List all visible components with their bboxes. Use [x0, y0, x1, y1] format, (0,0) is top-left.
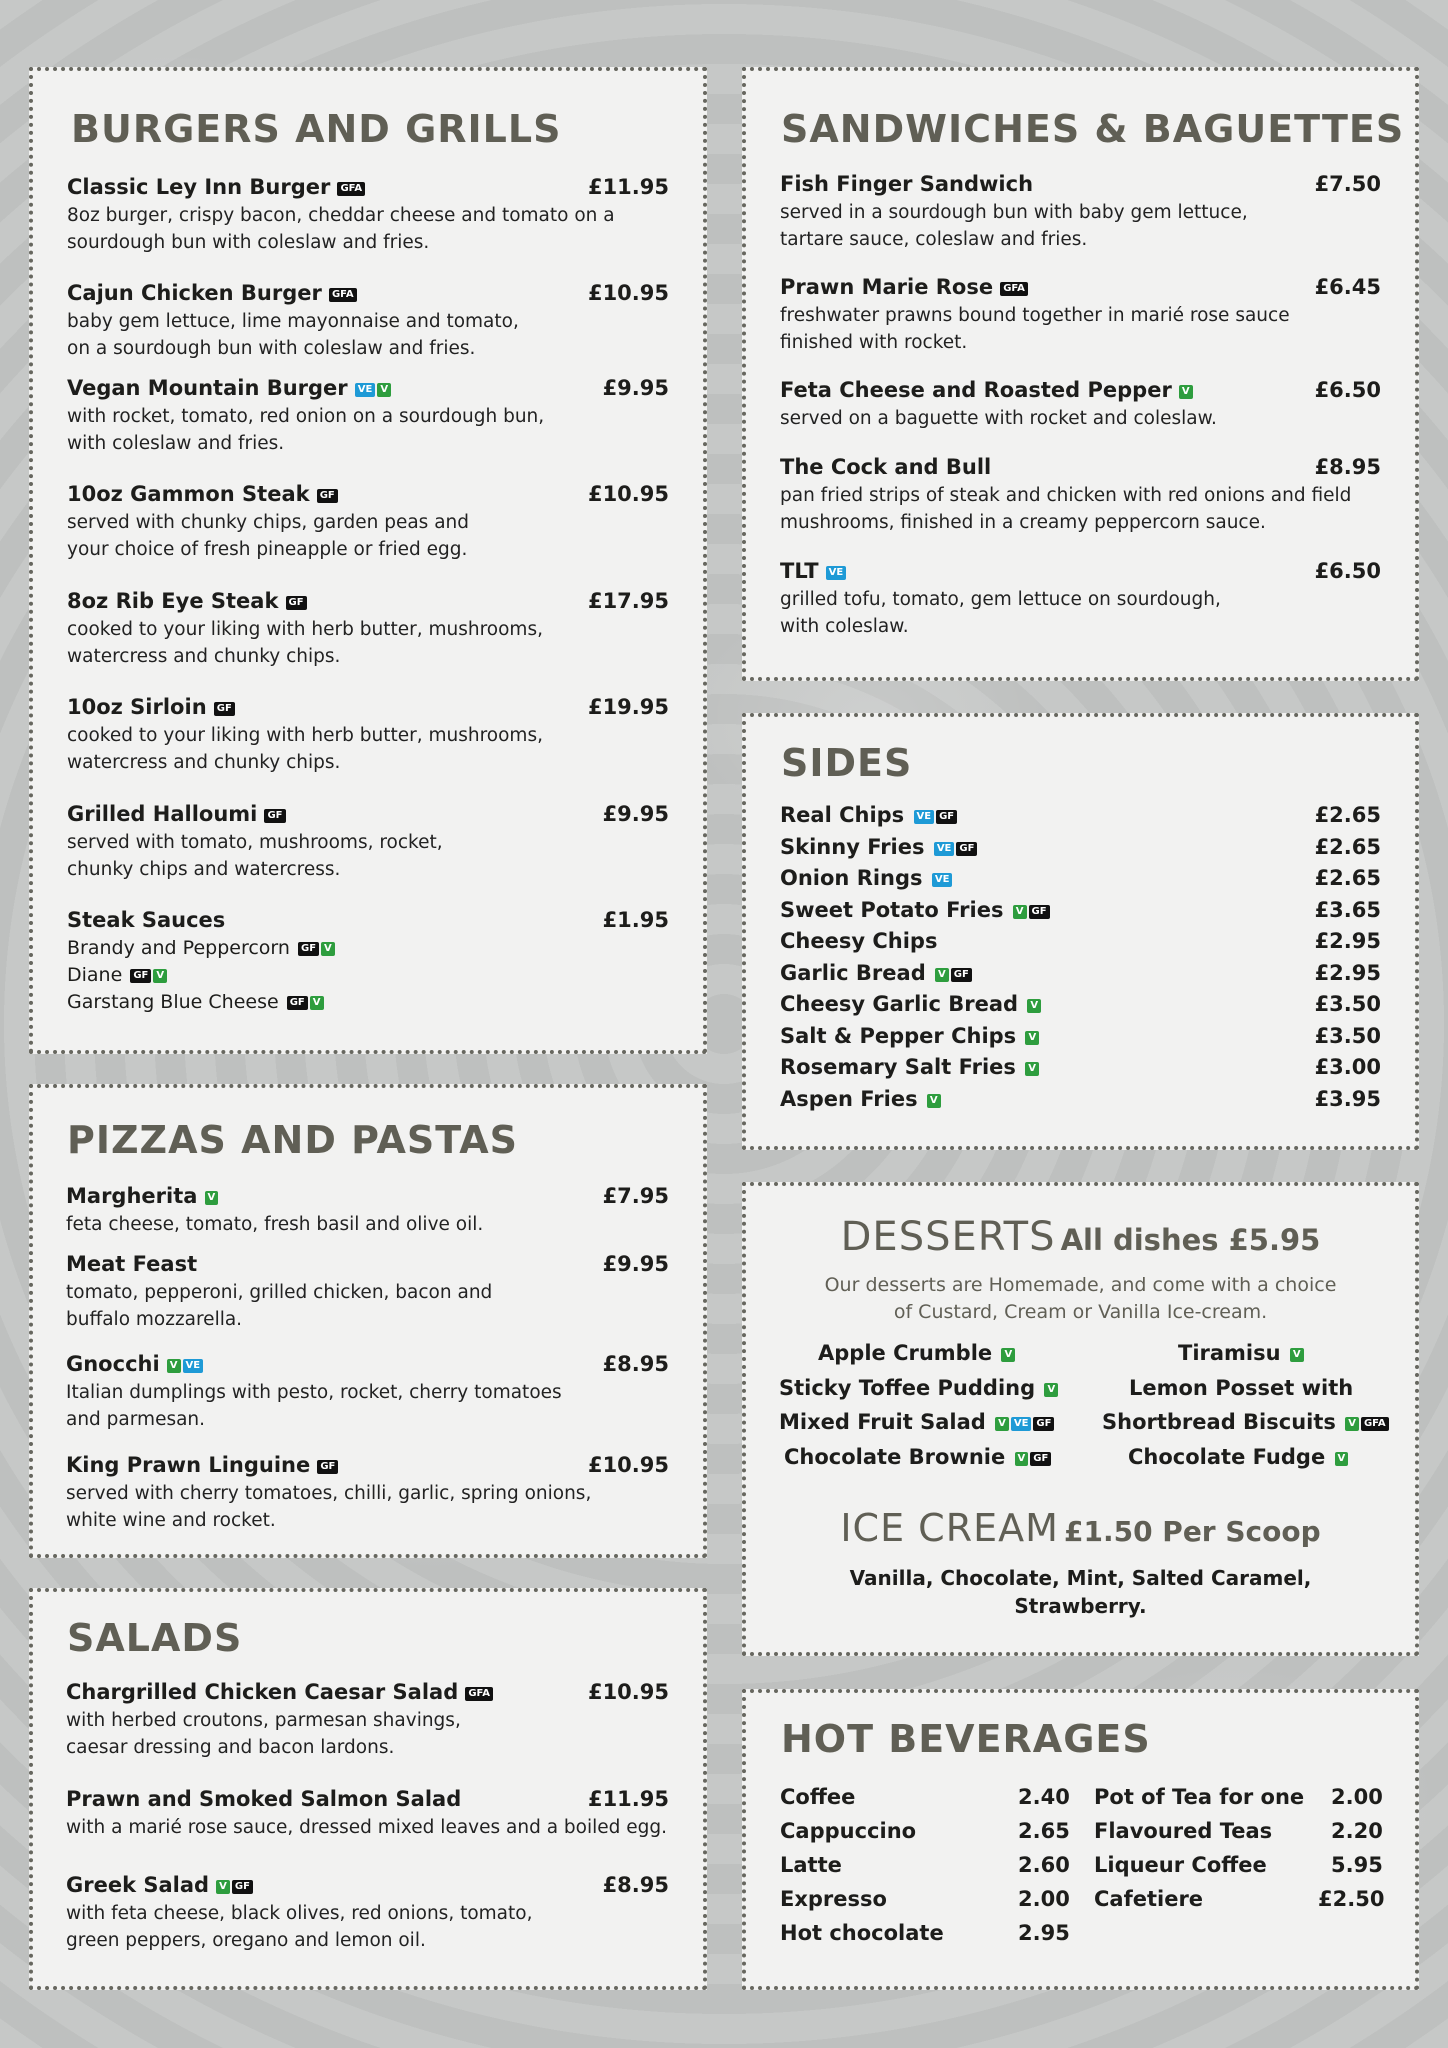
item-desc: with rocket, tomato, red onion on a sourdough bun,	[67, 406, 545, 427]
gf-badge-icon: GF	[317, 489, 338, 503]
gfa-badge-icon: GFA	[329, 288, 357, 302]
menu-item	[67, 695, 669, 776]
panel-salads	[29, 1588, 707, 1990]
item-name: 8oz Rib Eye Steak	[67, 589, 279, 613]
item-desc: grilled tofu, tomato, gem lettuce on sourdough,	[780, 589, 1221, 610]
side-item: Real Chips VE GF £2.65	[780, 803, 1381, 827]
item-price: £2.65	[1314, 834, 1381, 859]
menu-item	[67, 802, 669, 883]
beverage-item: Pot of Tea for one	[1094, 1785, 1305, 1809]
beverage-price: 2.95	[1018, 1921, 1070, 1945]
beverage-price: 2.00	[1018, 1887, 1070, 1911]
beverage-item: Hot chocolate	[780, 1921, 944, 1945]
menu-item	[780, 275, 1381, 356]
item-name: Classic Ley Inn Burger	[67, 175, 331, 199]
item-desc: caesar dressing and bacon lardons.	[66, 1737, 395, 1758]
item-desc: feta cheese, tomato, fresh basil and olive oil.	[66, 1214, 484, 1235]
item-price: £10.95	[587, 281, 669, 305]
beverage-item: Coffee	[780, 1785, 856, 1809]
dessert-item: Mixed Fruit Salad V VE GF	[779, 1410, 1054, 1434]
item-desc: served in a sourdough bun with baby gem lettuce,	[780, 202, 1248, 223]
item-price: £3.95	[1314, 1086, 1381, 1111]
item-name: Grilled Halloumi	[67, 802, 258, 826]
beverage-item: Flavoured Teas	[1094, 1819, 1273, 1843]
item-price: £9.95	[602, 802, 669, 826]
vegan-badge-icon: VE	[934, 842, 955, 856]
item-price: £6.50	[1314, 378, 1381, 402]
panel-sandwiches-and-baguettes	[742, 67, 1419, 681]
item-name: Gnocchi	[66, 1352, 160, 1376]
beverage-price: 2.40	[1018, 1785, 1070, 1809]
dessert-item: Shortbread Biscuits V GFA	[1102, 1410, 1389, 1434]
item-desc: with a marié rose sauce, dressed mixed leaves and a boiled egg.	[66, 1817, 668, 1838]
item-price: £2.95	[1314, 929, 1381, 953]
vegetarian-badge-icon: V	[1335, 1452, 1349, 1466]
gf-badge-icon: GF	[1033, 1417, 1054, 1431]
panel-burgers-and-grills	[29, 67, 707, 1054]
item-price: £10.95	[587, 1453, 669, 1477]
panel-desserts	[742, 1182, 1419, 1656]
item-desc: and parmesan.	[66, 1409, 206, 1430]
item-desc: freshwater prawns bound together in marié rose sauce	[780, 305, 1290, 326]
item-price: £6.45	[1314, 275, 1381, 299]
item-price: £2.65	[1314, 803, 1381, 827]
beverage-price: £2.50	[1318, 1887, 1385, 1911]
panel-hot-beverages	[742, 1689, 1419, 1990]
item-desc: tomato, pepperoni, grilled chicken, bacon and	[66, 1282, 493, 1303]
menu-item	[66, 1184, 669, 1238]
item-price: £3.50	[1314, 1023, 1381, 1048]
item-price: £3.65	[1314, 897, 1381, 922]
item-price: £8.95	[1314, 455, 1381, 479]
gf-badge-icon: GF	[287, 996, 308, 1010]
side-item: Skinny Fries VE GF £2.65	[780, 834, 1381, 859]
item-name: 10oz Gammon Steak	[67, 482, 310, 506]
beverage-price: 2.60	[1018, 1853, 1070, 1877]
vegetarian-badge-icon: V	[1179, 385, 1193, 399]
item-name: Meat Feast	[66, 1252, 198, 1276]
vegan-badge-icon: VE	[1011, 1417, 1032, 1431]
vegan-badge-icon: VE	[914, 810, 935, 824]
vegetarian-badge-icon: V	[167, 1359, 181, 1373]
menu-item	[780, 378, 1381, 432]
item-desc: on a sourdough bun with coleslaw and fries.	[67, 338, 476, 359]
panel-pizzas-and-pastas	[29, 1084, 707, 1558]
side-item: Garlic Bread V GF £2.95	[780, 960, 1381, 985]
item-name: Cajun Chicken Burger	[67, 281, 322, 305]
vegetarian-badge-icon: V	[1044, 1383, 1058, 1397]
menu-item	[66, 1352, 669, 1433]
vegan-badge-icon: VE	[355, 383, 376, 397]
sauce-item: Garstang Blue Cheese GF V	[67, 989, 669, 1016]
item-desc: chunky chips and watercress.	[67, 859, 341, 880]
item-price: £8.95	[602, 1352, 669, 1376]
item-desc: Italian dumplings with pesto, rocket, cherry tomatoes	[66, 1382, 562, 1403]
side-item: Cheesy Chips £2.95	[780, 929, 1381, 953]
vegan-badge-icon: VE	[932, 873, 953, 887]
dessert-item: Chocolate Brownie V GF	[784, 1445, 1051, 1469]
item-name: Prawn Marie Rose	[780, 275, 994, 299]
beverage-price: 2.00	[1331, 1785, 1383, 1809]
gf-badge-icon: GF	[956, 842, 977, 856]
item-desc: green peppers, oregano and lemon oil.	[66, 1930, 426, 1951]
item-desc: sourdough bun with coleslaw and fries.	[67, 232, 430, 253]
item-desc: cooked to your liking with herb butter, mushrooms,	[67, 725, 543, 746]
item-price: £17.95	[587, 589, 669, 613]
section-title: SALADS	[67, 1616, 243, 1660]
item-desc: your choice of fresh pineapple or fried egg.	[67, 539, 468, 560]
beverage-price: 2.20	[1331, 1819, 1383, 1843]
section-title: PIZZAS AND PASTAS	[67, 1118, 518, 1162]
menu-item	[67, 175, 669, 256]
item-price: £3.00	[1314, 1055, 1381, 1079]
item-desc: cooked to your liking with herb butter, mushrooms,	[67, 619, 543, 640]
item-desc: served with cherry tomatoes, chilli, garlic, spring onions,	[66, 1483, 592, 1504]
side-item: Onion Rings VE £2.65	[780, 866, 1381, 890]
beverage-item: Cafetiere	[1094, 1887, 1204, 1911]
menu-item	[67, 482, 669, 563]
gfa-badge-icon: GFA	[337, 182, 365, 196]
panel-sides	[742, 713, 1419, 1150]
ice-cream-price: £1.50 Per Scoop	[1063, 1515, 1321, 1548]
gf-badge-icon: GF	[214, 702, 235, 716]
vegetarian-badge-icon: V	[205, 1191, 219, 1205]
desserts-price: All dishes £5.95	[1060, 1223, 1321, 1257]
side-item: Aspen Fries V £3.95	[780, 1086, 1381, 1111]
item-desc: served on a baguette with rocket and coleslaw.	[780, 408, 1217, 429]
item-name: Vegan Mountain Burger	[67, 376, 348, 400]
vegetarian-badge-icon: V	[377, 383, 391, 397]
sauce-item: Brandy and Peppercorn GF V	[67, 935, 669, 962]
beverage-item: Expresso	[780, 1887, 887, 1911]
item-desc: watercress and chunky chips.	[67, 646, 341, 667]
menu-item	[780, 559, 1381, 640]
item-desc: watercress and chunky chips.	[67, 752, 341, 773]
item-price: £9.95	[602, 376, 669, 400]
item-desc: finished with rocket.	[780, 332, 968, 353]
item-desc: mushrooms, finished in a creamy peppercorn sauce.	[780, 512, 1266, 533]
item-price: £2.65	[1314, 866, 1381, 890]
vegetarian-badge-icon: V	[1013, 905, 1027, 919]
item-price: £3.50	[1314, 992, 1381, 1016]
vegan-badge-icon: VE	[183, 1359, 204, 1373]
item-name: Prawn and Smoked Salmon Salad	[66, 1787, 462, 1811]
item-desc: with coleslaw.	[780, 616, 909, 637]
item-price: £9.95	[602, 1252, 669, 1276]
menu-item	[67, 281, 669, 362]
item-price: £6.50	[1314, 559, 1381, 583]
vegan-badge-icon: VE	[826, 566, 847, 580]
item-name: Chargrilled Chicken Caesar Salad	[66, 1680, 459, 1704]
item-price: £10.95	[587, 482, 669, 506]
item-price: £19.95	[587, 695, 669, 719]
gf-badge-icon: GF	[951, 968, 972, 982]
vegetarian-badge-icon: V	[927, 1094, 941, 1108]
vegetarian-badge-icon: V	[1345, 1417, 1359, 1431]
vegetarian-badge-icon: V	[1025, 1062, 1039, 1076]
item-name: Fish Finger Sandwich	[780, 172, 1034, 196]
vegetarian-badge-icon: V	[1290, 1348, 1304, 1362]
menu-item	[66, 1873, 669, 1954]
beverage-item: Liqueur Coffee	[1094, 1853, 1267, 1877]
item-desc: baby gem lettuce, lime mayonnaise and tomato,	[67, 311, 519, 332]
side-item: Sweet Potato Fries V GF £3.65	[780, 897, 1381, 922]
desserts-note: Our desserts are Homemade, and come with a choice of Custard, Cream or Vanilla Ice-cream.	[824, 1274, 1337, 1323]
item-price: £11.95	[587, 175, 669, 199]
item-name: Margherita	[66, 1184, 198, 1208]
gf-badge-icon: GF	[936, 810, 957, 824]
section-title: DESSERTS	[840, 1214, 1056, 1260]
item-price: £1.95	[602, 908, 669, 932]
vegetarian-badge-icon: V	[1027, 999, 1041, 1013]
item-price: £8.95	[602, 1873, 669, 1897]
menu-item	[66, 1680, 669, 1761]
menu-item	[66, 1252, 669, 1333]
menu-item	[67, 376, 669, 457]
dessert-item: Tiramisu V	[1178, 1341, 1304, 1365]
item-desc: served with chunky chips, garden peas and	[67, 512, 469, 533]
beverage-item: Latte	[780, 1853, 842, 1877]
vegetarian-badge-icon: V	[216, 1880, 230, 1894]
dessert-item: Chocolate Fudge V	[1128, 1445, 1348, 1469]
menu-item	[66, 1787, 669, 1841]
gfa-badge-icon: GFA	[465, 1687, 493, 1701]
item-price: £2.95	[1314, 960, 1381, 985]
gfa-badge-icon: GFA	[1000, 282, 1028, 296]
gf-badge-icon: GF	[298, 942, 319, 956]
item-desc: white wine and rocket.	[66, 1510, 276, 1531]
gf-badge-icon: GF	[232, 1880, 253, 1894]
vegetarian-badge-icon: V	[935, 968, 949, 982]
menu-item-steak-sauces	[67, 908, 669, 1016]
item-desc: with feta cheese, black olives, red onions, tomato,	[66, 1903, 533, 1924]
vegetarian-badge-icon: V	[995, 1417, 1009, 1431]
vegetarian-badge-icon: V	[321, 942, 335, 956]
sauce-item: Diane GF V	[67, 962, 669, 989]
item-desc: served with tomato, mushrooms, rocket,	[67, 832, 443, 853]
item-price: £10.95	[587, 1680, 669, 1704]
vegetarian-badge-icon: V	[1015, 1452, 1029, 1466]
ice-cream-heading	[746, 1506, 1415, 1550]
side-item: Cheesy Garlic Bread V £3.50	[780, 992, 1381, 1016]
gf-badge-icon: GF	[1029, 905, 1050, 919]
gf-badge-icon: GF	[1030, 1452, 1051, 1466]
gf-badge-icon: GF	[286, 596, 307, 610]
item-name: King Prawn Linguine	[66, 1453, 311, 1477]
gf-badge-icon: GF	[130, 969, 151, 983]
gf-badge-icon: GF	[264, 809, 285, 823]
vegetarian-badge-icon: V	[1001, 1348, 1015, 1362]
section-title: ICE CREAM	[840, 1506, 1059, 1550]
section-title: SANDWICHES & BAGUETTES	[781, 107, 1405, 151]
beverage-item: Cappuccino	[780, 1819, 917, 1843]
beverage-price: 2.65	[1018, 1819, 1070, 1843]
vegetarian-badge-icon: V	[310, 996, 324, 1010]
item-desc: 8oz burger, crispy bacon, cheddar cheese and tomato on a	[67, 205, 615, 226]
item-price: £7.95	[602, 1184, 669, 1208]
vegetarian-badge-icon: V	[1025, 1031, 1039, 1045]
item-name: Feta Cheese and Roasted Pepper	[780, 378, 1172, 402]
side-item: Salt & Pepper Chips V £3.50	[780, 1023, 1381, 1048]
item-price: £7.50	[1314, 172, 1381, 196]
menu-item	[66, 1453, 669, 1534]
dessert-item: Sticky Toffee Pudding V	[779, 1376, 1058, 1400]
gfa-badge-icon: GFA	[1361, 1417, 1389, 1431]
desserts-heading	[746, 1214, 1415, 1260]
item-desc: tartare sauce, coleslaw and fries.	[780, 229, 1088, 250]
item-name: 10oz Sirloin	[67, 695, 207, 719]
vegetarian-badge-icon: V	[153, 969, 167, 983]
section-title: SIDES	[781, 741, 913, 785]
item-desc: with coleslaw and fries.	[67, 433, 285, 454]
item-name: Greek Salad	[66, 1873, 210, 1897]
section-title: HOT BEVERAGES	[781, 1717, 1151, 1761]
item-price: £11.95	[587, 1787, 669, 1811]
item-desc: buffalo mozzarella.	[66, 1309, 243, 1330]
beverage-price: 5.95	[1331, 1853, 1383, 1877]
section-title: BURGERS AND GRILLS	[71, 107, 562, 151]
item-desc: with herbed croutons, parmesan shavings,	[66, 1710, 461, 1731]
menu-item	[67, 589, 669, 670]
item-name: The Cock and Bull	[780, 455, 992, 479]
menu-item	[780, 172, 1381, 253]
item-name: TLT	[780, 559, 819, 583]
gf-badge-icon: GF	[317, 1460, 338, 1474]
ice-cream-flavours: Vanilla, Chocolate, Mint, Salted Caramel, Strawberry.	[849, 1566, 1312, 1618]
dessert-item: Apple Crumble V	[818, 1341, 1015, 1365]
item-name: Steak Sauces	[67, 908, 226, 932]
dessert-item: Lemon Posset with	[1129, 1376, 1354, 1400]
menu-item	[780, 455, 1381, 536]
item-desc: pan fried strips of steak and chicken with red onions and field	[780, 485, 1352, 506]
side-item: Rosemary Salt Fries V £3.00	[780, 1055, 1381, 1079]
